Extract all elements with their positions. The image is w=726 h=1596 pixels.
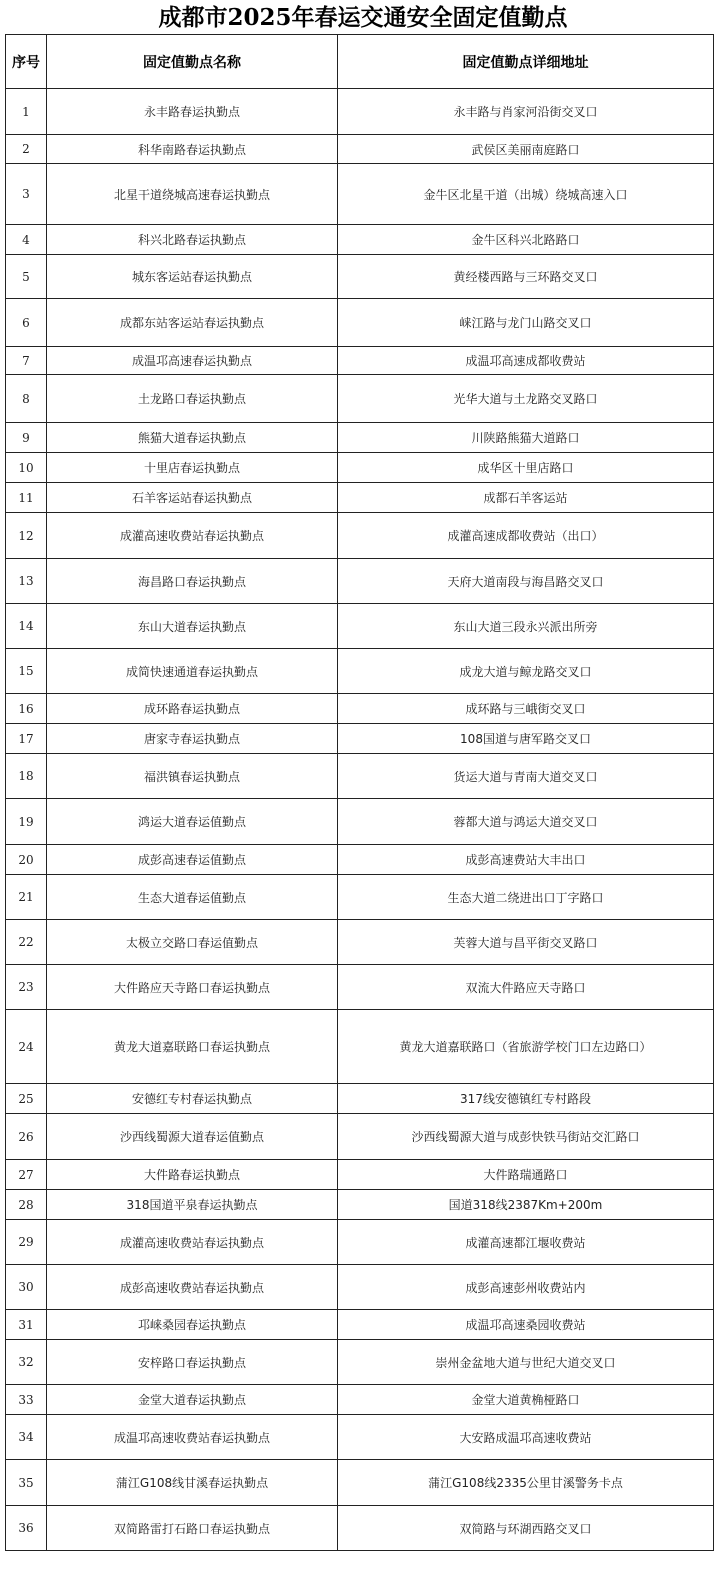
row-name: 大件路应天寺路口春运执勤点	[47, 965, 338, 1010]
row-name: 大件路春运执勤点	[47, 1160, 338, 1190]
table-header-row	[6, 35, 714, 89]
table-row	[6, 694, 714, 724]
row-name: 成都东站客运站春运执勤点	[47, 299, 338, 347]
table-row	[6, 604, 714, 649]
row-address: 金堂大道黄桷桠路口	[338, 1385, 714, 1415]
row-serial: 21	[6, 875, 47, 920]
table-row	[6, 255, 714, 299]
row-serial: 6	[6, 299, 47, 347]
row-name: 成灌高速收费站春运执勤点	[47, 1220, 338, 1265]
table-row	[6, 89, 714, 135]
table-row	[6, 1415, 714, 1460]
table-row	[6, 920, 714, 965]
table-row	[6, 649, 714, 694]
row-address: 成华区十里店路口	[338, 453, 714, 483]
row-address: 成温邛高速成都收费站	[338, 347, 714, 375]
row-address: 成都石羊客运站	[338, 483, 714, 513]
row-name: 318国道平泉春运执勤点	[47, 1190, 338, 1220]
row-address: 生态大道二绕进出口丁字路口	[338, 875, 714, 920]
row-serial: 20	[6, 845, 47, 875]
table-row	[6, 1310, 714, 1340]
row-name: 成灌高速收费站春运执勤点	[47, 513, 338, 559]
table-row	[6, 875, 714, 920]
row-serial: 31	[6, 1310, 47, 1340]
table-row	[6, 225, 714, 255]
row-address: 成灌高速成都收费站（出口）	[338, 513, 714, 559]
row-address: 黄经楼西路与三环路交叉口	[338, 255, 714, 299]
row-address: 成龙大道与鲸龙路交叉口	[338, 649, 714, 694]
row-name: 成彭高速收费站春运执勤点	[47, 1265, 338, 1310]
row-address: 黄龙大道嘉联路口（省旅游学校门口左边路口）	[338, 1010, 714, 1084]
table-row	[6, 513, 714, 559]
row-name: 熊猫大道春运执勤点	[47, 423, 338, 453]
row-name: 唐家寺春运执勤点	[47, 724, 338, 754]
table-row	[6, 559, 714, 604]
header-name: 固定值勤点名称	[47, 35, 338, 89]
row-serial: 1	[6, 89, 47, 135]
row-serial: 13	[6, 559, 47, 604]
table-row	[6, 1385, 714, 1415]
row-address: 芙蓉大道与昌平街交叉路口	[338, 920, 714, 965]
row-address: 双流大件路应天寺路口	[338, 965, 714, 1010]
row-name: 双简路雷打石路口春运执勤点	[47, 1506, 338, 1551]
table-row	[6, 845, 714, 875]
row-serial: 29	[6, 1220, 47, 1265]
row-serial: 24	[6, 1010, 47, 1084]
table-row	[6, 1265, 714, 1310]
row-serial: 17	[6, 724, 47, 754]
row-address: 沙西线蜀源大道与成彭快铁马街站交汇路口	[338, 1114, 714, 1160]
row-serial: 7	[6, 347, 47, 375]
table-row	[6, 347, 714, 375]
row-serial: 9	[6, 423, 47, 453]
header-address: 固定值勤点详细地址	[338, 35, 714, 89]
row-address: 天府大道南段与海昌路交叉口	[338, 559, 714, 604]
row-address: 成环路与三峨街交叉口	[338, 694, 714, 724]
row-serial: 12	[6, 513, 47, 559]
row-serial: 36	[6, 1506, 47, 1551]
page-title: 成都市2025年春运交通安全固定值勤点	[158, 4, 568, 31]
duty-points-table	[5, 34, 714, 1551]
row-address: 成灌高速都江堰收费站	[338, 1220, 714, 1265]
row-name: 北星干道绕城高速春运执勤点	[47, 164, 338, 225]
row-name: 邛崃桑园春运执勤点	[47, 1310, 338, 1340]
row-address: 成彭高速彭州收费站内	[338, 1265, 714, 1310]
row-address: 光华大道与土龙路交叉路口	[338, 375, 714, 423]
row-address: 成温邛高速桑园收费站	[338, 1310, 714, 1340]
row-address: 金牛区北星干道（出城）绕城高速入口	[338, 164, 714, 225]
row-serial: 3	[6, 164, 47, 225]
row-serial: 19	[6, 799, 47, 845]
table-row	[6, 375, 714, 423]
row-address: 双简路与环湖西路交叉口	[338, 1506, 714, 1551]
table-row	[6, 1340, 714, 1385]
row-serial: 22	[6, 920, 47, 965]
row-serial: 30	[6, 1265, 47, 1310]
table-row	[6, 483, 714, 513]
table-body	[6, 89, 714, 1551]
row-name: 黄龙大道嘉联路口春运执勤点	[47, 1010, 338, 1084]
row-serial: 26	[6, 1114, 47, 1160]
row-address: 108国道与唐军路交叉口	[338, 724, 714, 754]
row-name: 生态大道春运值勤点	[47, 875, 338, 920]
row-name: 太极立交路口春运值勤点	[47, 920, 338, 965]
table-row	[6, 423, 714, 453]
table-row	[6, 453, 714, 483]
row-address: 武侯区美丽南庭路口	[338, 135, 714, 164]
row-name: 海昌路口春运执勤点	[47, 559, 338, 604]
table-row	[6, 1460, 714, 1506]
row-name: 安梓路口春运执勤点	[47, 1340, 338, 1385]
row-address: 金牛区科兴北路路口	[338, 225, 714, 255]
row-serial: 16	[6, 694, 47, 724]
row-name: 沙西线蜀源大道春运值勤点	[47, 1114, 338, 1160]
row-name: 城东客运站春运执勤点	[47, 255, 338, 299]
table-row	[6, 299, 714, 347]
table-row	[6, 1220, 714, 1265]
row-name: 成温邛高速收费站春运执勤点	[47, 1415, 338, 1460]
row-serial: 10	[6, 453, 47, 483]
row-name: 石羊客运站春运执勤点	[47, 483, 338, 513]
row-serial: 25	[6, 1084, 47, 1114]
table-row	[6, 1084, 714, 1114]
row-name: 永丰路春运执勤点	[47, 89, 338, 135]
row-address: 蓉都大道与鸿运大道交叉口	[338, 799, 714, 845]
row-address: 成彭高速费站大丰出口	[338, 845, 714, 875]
table-row	[6, 754, 714, 799]
row-address: 蒲江G108线2335公里甘溪警务卡点	[338, 1460, 714, 1506]
row-name: 成简快速通道春运执勤点	[47, 649, 338, 694]
row-address: 大安路成温邛高速收费站	[338, 1415, 714, 1460]
row-name: 金堂大道春运执勤点	[47, 1385, 338, 1415]
row-serial: 14	[6, 604, 47, 649]
row-address: 大件路瑞通路口	[338, 1160, 714, 1190]
row-name: 土龙路口春运执勤点	[47, 375, 338, 423]
row-address: 国道318线2387Km+200m	[338, 1190, 714, 1220]
row-serial: 35	[6, 1460, 47, 1506]
row-name: 蒲江G108线甘溪春运执勤点	[47, 1460, 338, 1506]
row-serial: 34	[6, 1415, 47, 1460]
row-address: 东山大道三段永兴派出所旁	[338, 604, 714, 649]
row-serial: 18	[6, 754, 47, 799]
table-row	[6, 965, 714, 1010]
row-name: 十里店春运执勤点	[47, 453, 338, 483]
row-serial: 28	[6, 1190, 47, 1220]
row-name: 福洪镇春运执勤点	[47, 754, 338, 799]
row-address: 崇州金盆地大道与世纪大道交叉口	[338, 1340, 714, 1385]
row-serial: 5	[6, 255, 47, 299]
row-address: 货运大道与青南大道交叉口	[338, 754, 714, 799]
row-serial: 4	[6, 225, 47, 255]
row-name: 鸿运大道春运值勤点	[47, 799, 338, 845]
table-row	[6, 799, 714, 845]
table-row	[6, 1190, 714, 1220]
row-name: 科华南路春运执勤点	[47, 135, 338, 164]
row-address: 317线安德镇红专村路段	[338, 1084, 714, 1114]
row-serial: 33	[6, 1385, 47, 1415]
row-serial: 15	[6, 649, 47, 694]
table-row	[6, 135, 714, 164]
row-serial: 11	[6, 483, 47, 513]
row-address: 川陕路熊猫大道路口	[338, 423, 714, 453]
row-serial: 23	[6, 965, 47, 1010]
table-row	[6, 164, 714, 225]
table-row	[6, 724, 714, 754]
row-serial: 2	[6, 135, 47, 164]
header-serial: 序号	[6, 35, 47, 89]
row-name: 科兴北路春运执勤点	[47, 225, 338, 255]
table-row	[6, 1114, 714, 1160]
row-name: 成环路春运执勤点	[47, 694, 338, 724]
row-serial: 27	[6, 1160, 47, 1190]
row-name: 成温邛高速春运执勤点	[47, 347, 338, 375]
row-name: 东山大道春运执勤点	[47, 604, 338, 649]
table-row	[6, 1506, 714, 1551]
row-address: 永丰路与肖家河沿街交叉口	[338, 89, 714, 135]
row-name: 安德红专村春运执勤点	[47, 1084, 338, 1114]
row-address: 崃江路与龙门山路交叉口	[338, 299, 714, 347]
row-serial: 8	[6, 375, 47, 423]
table-row	[6, 1010, 714, 1084]
row-name: 成彭高速春运值勤点	[47, 845, 338, 875]
table-row	[6, 1160, 714, 1190]
row-serial: 32	[6, 1340, 47, 1385]
